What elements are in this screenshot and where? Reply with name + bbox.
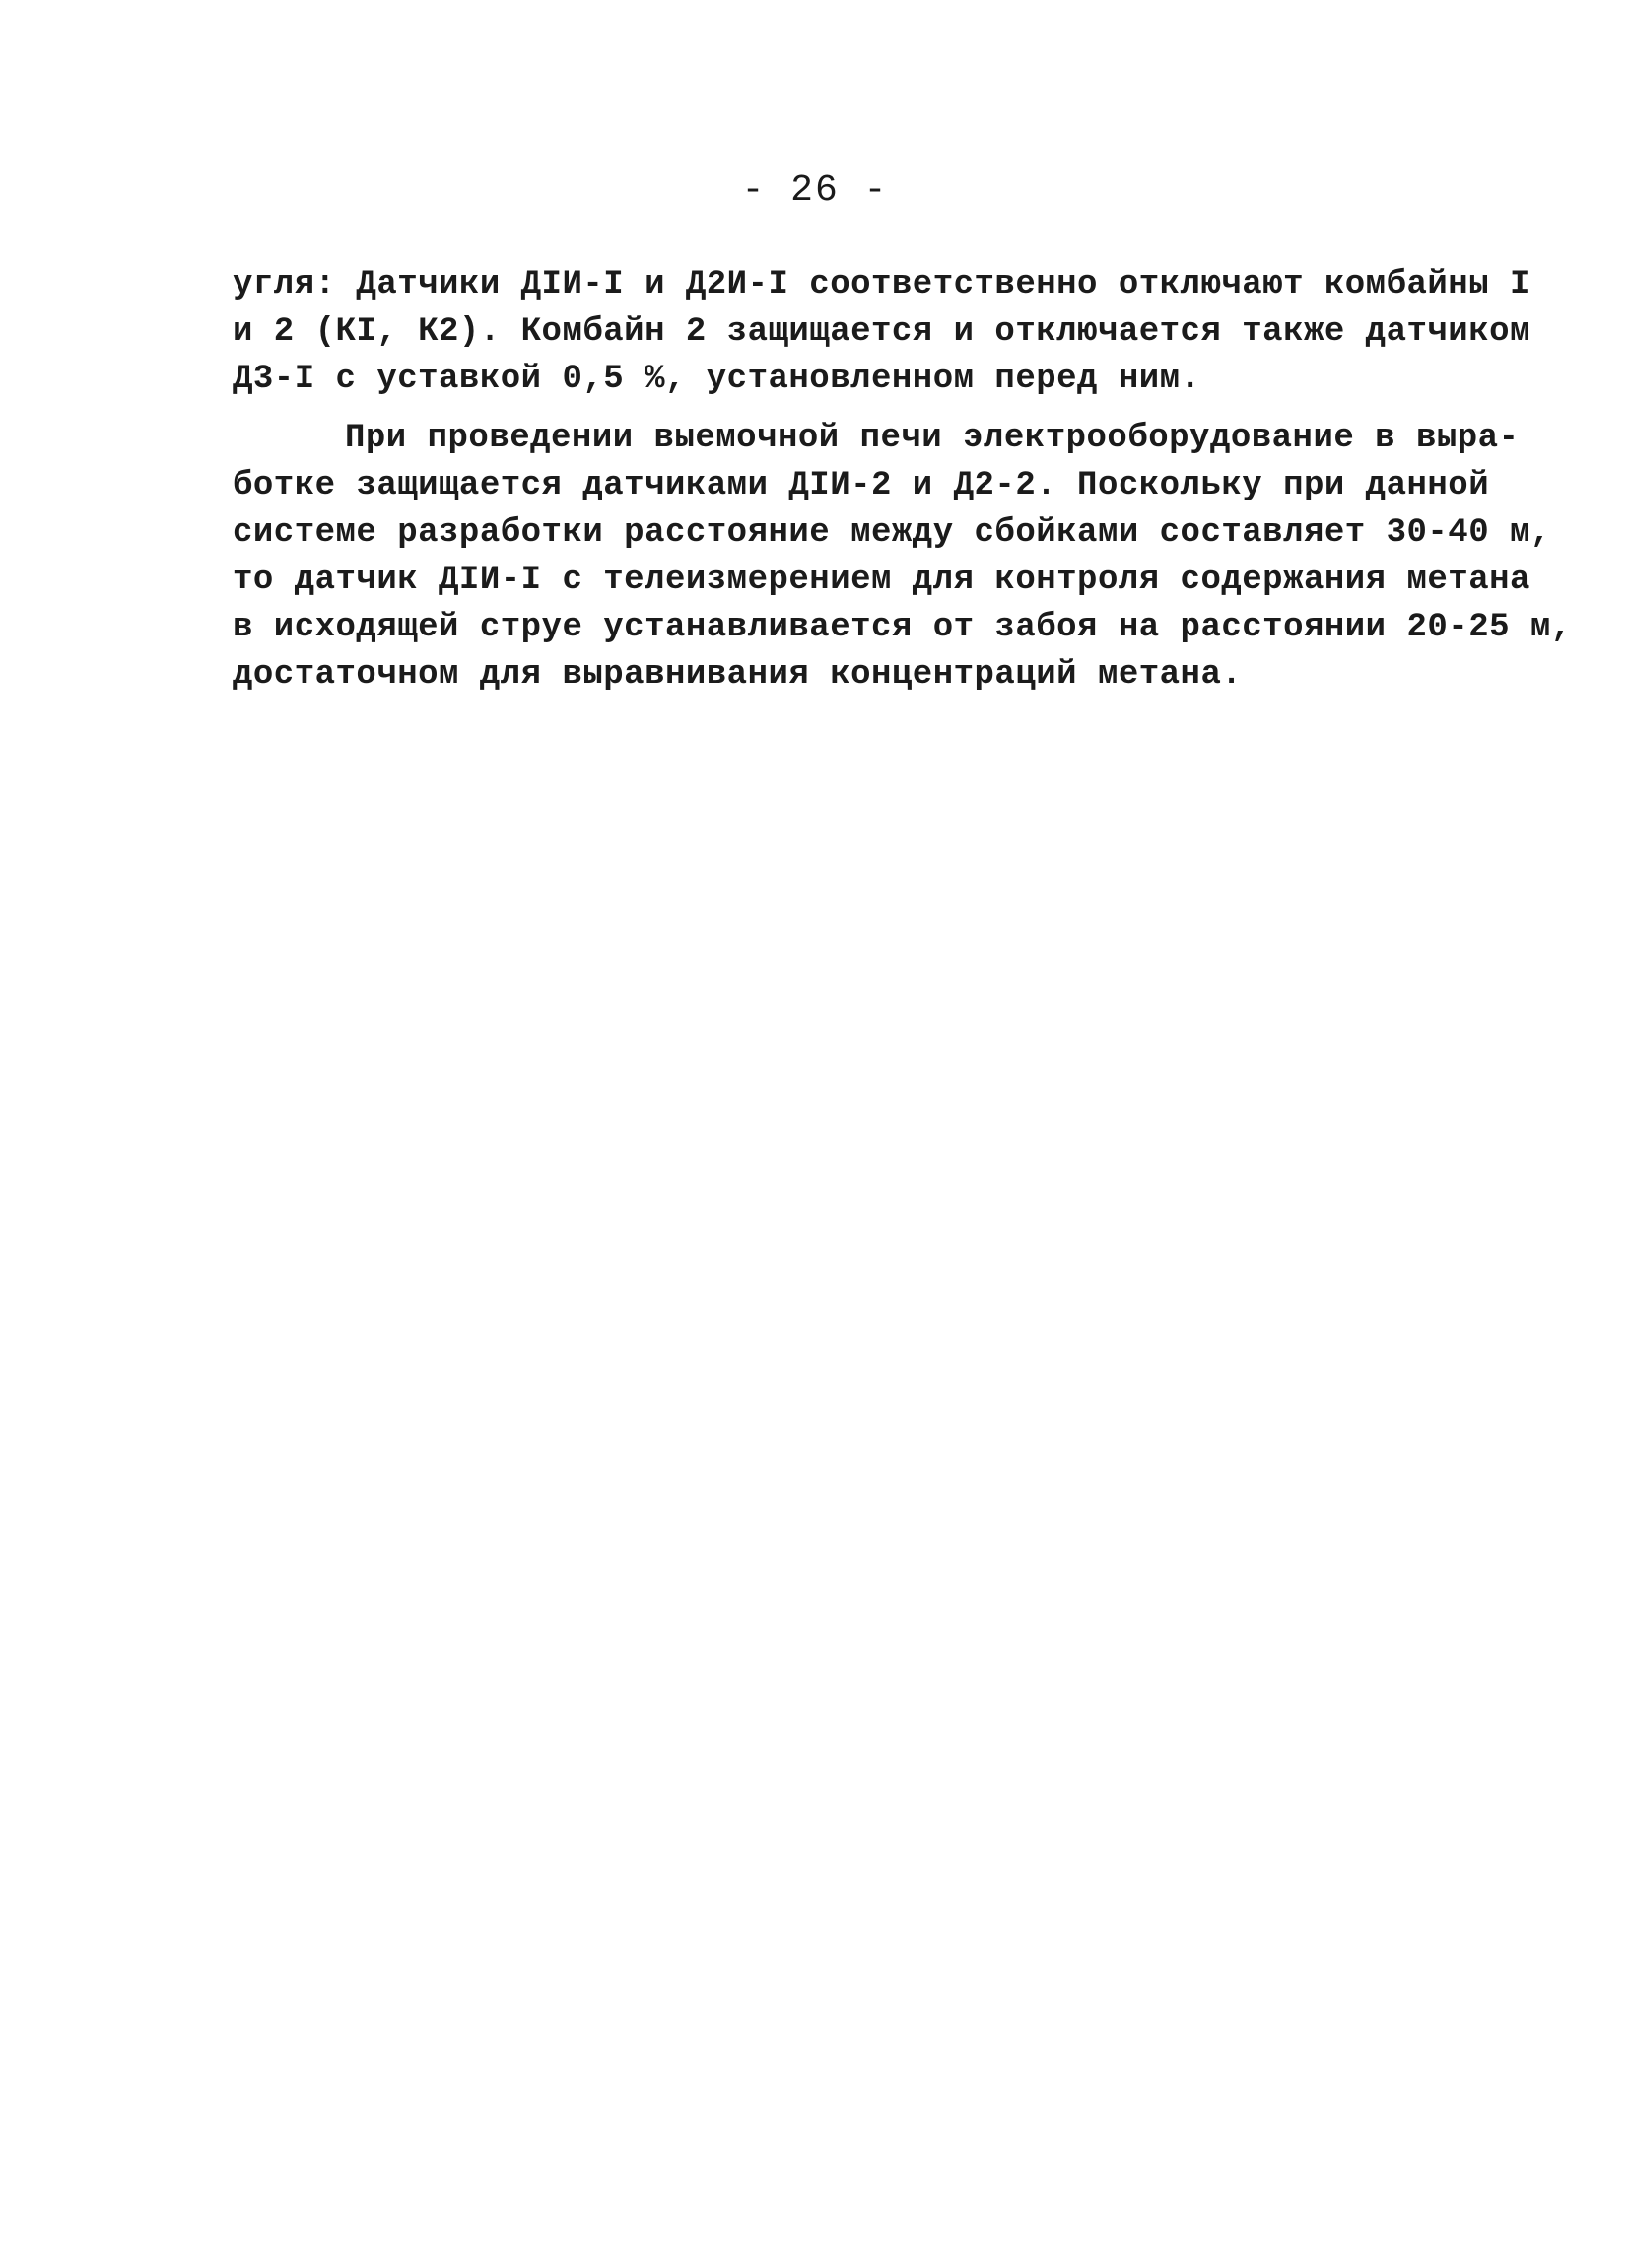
page-number: - 26 - <box>741 169 889 212</box>
paragraph-line: ботке защищается датчиками ДІИ-2 и Д2-2. Поскольку при данной <box>233 467 1490 504</box>
paragraph-line: угля: Датчики ДІИ-І и Д2И-І соответственно отключают комбайны І <box>233 266 1530 303</box>
paragraph-line: то датчик ДІИ-І с телеизмерением для контроля содержания метана <box>233 562 1530 599</box>
paragraph-line: Д3-І с уставкой 0,5 %, установленном перед ним. <box>233 361 1201 398</box>
paragraph-line: достаточном для выравнивания концентраций метана. <box>233 656 1243 694</box>
paragraph-line: системе разработки расстояние между сбойками составляет 30-40 м, <box>233 514 1551 552</box>
paragraph-line: При проведении выемочной печи электрооборудование в выра- <box>345 420 1520 457</box>
paragraph-line: в исходящей струе устанавливается от забоя на расстоянии 20-25 м, <box>233 609 1572 646</box>
paragraph-line: и 2 (КІ, К2). Комбайн 2 защищается и отключается также датчиком <box>233 313 1530 351</box>
